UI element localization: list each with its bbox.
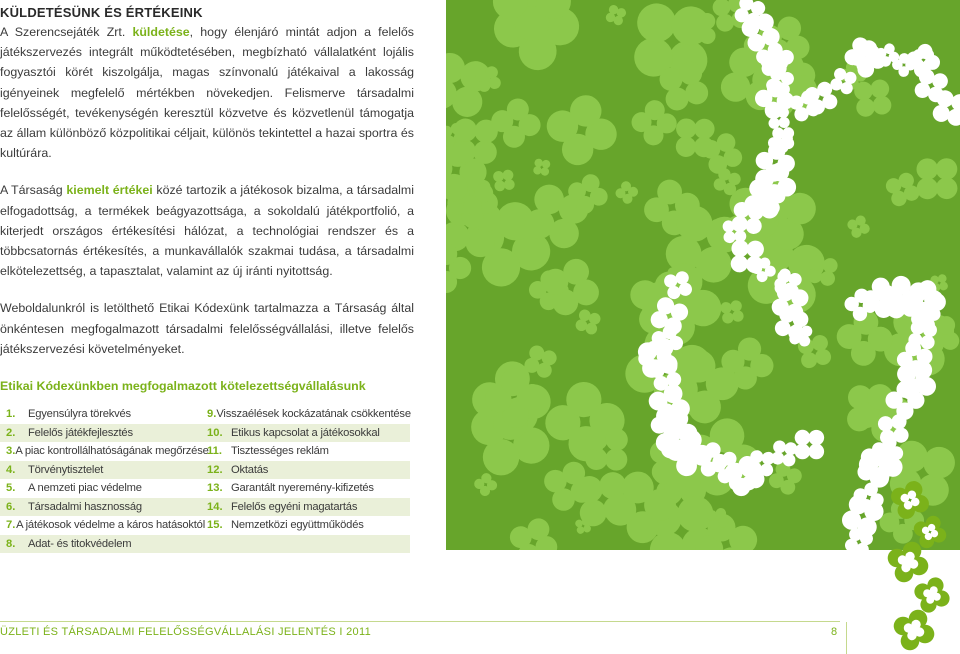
ethics-code-paragraph: Weboldalunkról is letölthető Etikai Kódexünk tartalmazza a Társaság által önkéntesen megfogalmazott társadalmi felelősségvállalási, illetve felelős játékszervezési követelményeket. bbox=[0, 301, 414, 356]
main-text-column bbox=[0, 4, 414, 553]
commitment-item bbox=[0, 498, 205, 517]
values-paragraph bbox=[0, 180, 414, 281]
commitment-text: Egyensúlyra törekvés bbox=[28, 408, 131, 421]
commitment-text: A piac kontrollálhatóságának megőrzése bbox=[15, 445, 209, 458]
commitment-item bbox=[0, 535, 205, 554]
commitment-item bbox=[0, 442, 209, 461]
commitments-title: Etikai Kódexünkben megfogalmazott kötelezettségvállalásunk bbox=[0, 379, 366, 394]
clover-icon bbox=[473, 472, 498, 497]
commitment-number: 5. bbox=[6, 482, 16, 495]
mission-highlight: küldetése bbox=[132, 25, 190, 39]
mission-text-after: , hogy élenjáró mintát adjon a felelős játékszervezés integrált működtetésében, megbízható vállalatként lojális fogyasztói körét kiszolgálja, magas színvonalú játékaival a lakosság igényeinek megfelelő mértékben növekedjen. Felismerve társadalmi felelősségét, tevékenységén keresztül közvetve és közvetlenül támogatja az állam különböző közpolitikai céljait, különös tekintettel a hazai sportra és kultúrára. bbox=[0, 25, 414, 161]
commitment-text: Társadalmi hasznosság bbox=[28, 500, 142, 513]
footer-separator: I bbox=[339, 626, 343, 638]
commitment-text: A nemzeti piac védelme bbox=[28, 482, 142, 495]
mission-text-before: A Szerencsejáték Zrt. bbox=[0, 25, 133, 39]
commitment-number: 8. bbox=[6, 537, 16, 550]
clover-icon bbox=[614, 180, 639, 205]
commitment-item bbox=[205, 442, 410, 461]
commitment-item bbox=[0, 405, 205, 424]
commitment-number: 10. bbox=[207, 426, 223, 439]
commitment-item bbox=[0, 479, 205, 498]
commitment-number: 4. bbox=[6, 463, 16, 476]
commitment-text bbox=[231, 535, 410, 554]
commitment-row bbox=[0, 405, 410, 424]
commitment-text: A játékosok védelme a káros hatásoktól bbox=[16, 519, 205, 532]
footer-report-title bbox=[0, 626, 371, 638]
commitment-number: 11. bbox=[207, 445, 222, 458]
commitment-item bbox=[205, 424, 410, 443]
footer-year: 2011 bbox=[346, 626, 371, 638]
commitments-list bbox=[0, 405, 410, 553]
commitment-number bbox=[205, 535, 231, 554]
commitment-item bbox=[205, 479, 410, 498]
clover-graphic bbox=[446, 0, 960, 550]
commitment-text: Felelős játékfejlesztés bbox=[28, 426, 133, 439]
commitment-text: Oktatás bbox=[231, 463, 269, 476]
commitment-number: 9. bbox=[207, 408, 217, 421]
clover-icon bbox=[488, 95, 544, 151]
commitment-item bbox=[205, 516, 410, 535]
clover-icon bbox=[602, 1, 630, 29]
clover-number-pattern-icon bbox=[446, 0, 960, 550]
commitment-item bbox=[205, 498, 410, 517]
commitment-row bbox=[0, 516, 410, 535]
page-number: 8 bbox=[831, 626, 838, 638]
commitment-number: 7. bbox=[6, 519, 16, 532]
commitment-number: 13. bbox=[207, 482, 223, 495]
commitment-item bbox=[205, 535, 410, 554]
clover-icon bbox=[540, 88, 624, 172]
commitment-text: Törvénytisztelet bbox=[28, 463, 104, 476]
commitment-row bbox=[0, 442, 410, 461]
commitment-row bbox=[0, 461, 410, 480]
commitment-item bbox=[0, 461, 205, 480]
commitment-item bbox=[205, 405, 410, 424]
values-text-before: A Társaság bbox=[0, 183, 67, 198]
commitment-item bbox=[0, 516, 205, 535]
values-highlight: kiemelt értékei bbox=[66, 183, 153, 198]
commitment-row bbox=[0, 479, 410, 498]
commitment-text: Nemzetközi együttműködés bbox=[231, 519, 364, 532]
values-text-after: közé tartozik a játékosok bizalma, a társadalmi elfogadottság, a termékek beágyazottsága, a sokoldalú játékportfolió, a kiterjedt országos értékesítési hálózat, a technológiai rendszer és a többcsatornás értékesítés, a munkavállalók szakmai tudása, a társadalmi elkötelezettség, a tapasztalat, valamint az új iránti nyitottság. bbox=[0, 183, 414, 279]
mission-paragraph bbox=[0, 22, 414, 163]
commitment-row bbox=[0, 498, 410, 517]
commitment-item bbox=[0, 424, 205, 443]
commitment-number: 2. bbox=[6, 426, 16, 439]
footer-divider bbox=[846, 622, 847, 654]
clover-icon bbox=[844, 212, 873, 241]
commitment-item bbox=[205, 461, 410, 480]
commitment-text: Adat- és titokvédelem bbox=[28, 537, 132, 550]
commitment-text: Etikus kapcsolat a játékosokkal bbox=[231, 426, 380, 439]
commitment-number: 15. bbox=[207, 519, 223, 532]
commitment-text: Tisztességes reklám bbox=[231, 445, 329, 458]
commitment-text: Garantált nyeremény-kifizetés bbox=[231, 482, 374, 495]
commitment-row bbox=[0, 535, 410, 554]
footer-title-text: ÜZLETI ÉS TÁRSADALMI FELELŐSSÉGVÁLLALÁSI JELENTÉS bbox=[0, 626, 337, 638]
clover-icon bbox=[502, 510, 566, 550]
section-title: KÜLDETÉSÜNK ÉS ÉRTÉKEINK bbox=[0, 5, 203, 20]
commitment-row bbox=[0, 424, 410, 443]
commitment-number: 14. bbox=[207, 500, 223, 513]
commitment-number: 1. bbox=[6, 408, 16, 421]
commitment-text: Visszaélések kockázatának csökkentése bbox=[216, 408, 411, 421]
commitment-number: 6. bbox=[6, 500, 16, 513]
footer-rule bbox=[0, 621, 840, 622]
commitment-text: Felelős egyéni magatartás bbox=[231, 500, 358, 513]
commitment-number: 12. bbox=[207, 463, 223, 476]
clover-icon bbox=[529, 154, 556, 181]
commitment-number: 3. bbox=[6, 445, 16, 458]
clover-decoration-icon bbox=[880, 480, 960, 654]
